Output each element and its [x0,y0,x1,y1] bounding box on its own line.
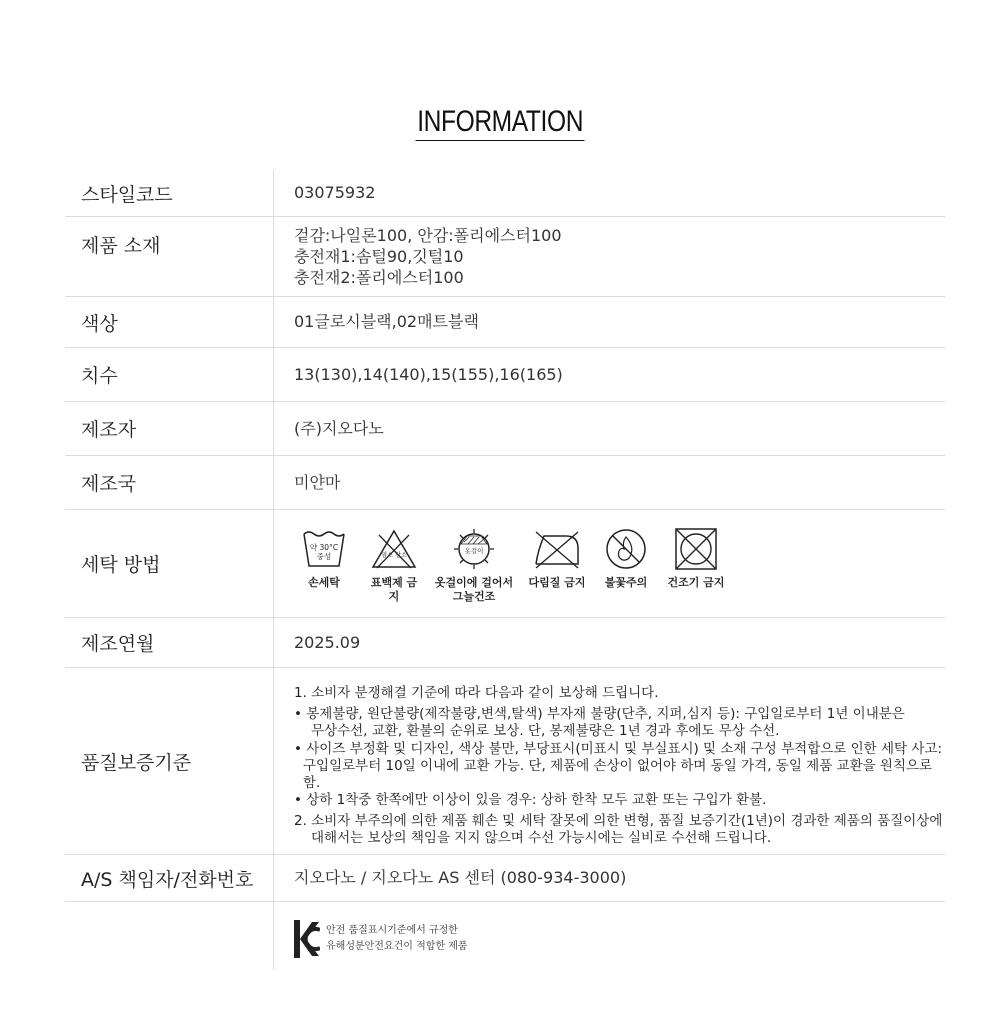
kc-line-1: 안전 품질표시기준에서 규정한 [326,925,458,936]
label-maker: 제조자 [81,419,137,441]
care-item-fire-caution [600,528,652,604]
caption-no-iron: 다림질 금지 [528,576,586,589]
value-as: 지오다노 / 지오다노 AS 센터 (080-934-3000) [294,868,627,887]
quality-item-1: 1. 소비자 분쟁해결 기준에 따라 다음과 같이 보상해 드립니다. [294,685,659,701]
kc-certification [294,920,468,958]
label-material: 제품 소재 [81,235,161,257]
row-as [65,855,945,902]
caption-fire-caution: 불꽃주의 [604,576,648,589]
label-size: 치수 [81,365,118,387]
divider [273,217,274,296]
no-iron-icon [532,528,582,570]
label-quality: 품질보증기준 [81,751,192,774]
caption-hand-wash: 손세탁 [308,576,340,589]
hand-wash-temp: 약 30°C [309,543,339,552]
quality-item-2a: 2. 소비자 부주의에 의한 제품 훼손 및 세탁 잘못에 의한 변형, 품질 보증기간(1년)이 경과한 제품의 품질이상에 [294,813,943,829]
kc-text [326,923,468,955]
page-title: INFORMATION [415,104,584,141]
care-symbols [294,528,740,604]
label-washing: 세탁 방법 [81,554,161,576]
no-tumble-dry-icon [673,528,719,570]
row-washing [65,510,945,618]
care-item-hand-wash [294,528,354,604]
label-color: 색상 [81,312,118,335]
quality-bullet-2b: 구입일로부터 10일 이내에 교환 가능. 단, 제품에 손상이 없어야 하며 동일 가격, 동일 제품 교환을 원칙으로 함. [303,758,933,791]
divider [273,668,274,854]
kc-line-2: 유해성분안전요건이 적합한 제품 [326,941,468,952]
divider [273,855,274,901]
value-size: 13(130),14(140),15(155),16(165) [294,364,563,384]
material-line-3: 충전재2:폴리에스터100 [294,268,464,287]
divider [273,297,274,347]
caption-no-bleach: 표백제 금지 [370,576,418,603]
row-country [65,456,945,510]
quality-bullet-3: • 상하 1착중 한쪽에만 이상이 있을 경우: 상하 한착 모두 교환 또는 구입가 환불. [294,792,767,808]
divider [273,902,274,970]
caption-no-tumble-dry: 건조기 금지 [667,576,725,589]
divider [273,456,274,509]
divider [273,348,274,401]
divider [273,510,274,617]
value-date: 2025.09 [294,632,361,652]
label-date: 제조연월 [81,633,155,655]
hang-dry-shade-icon [451,528,497,570]
fire-caution-icon [603,528,649,570]
row-quality [65,668,945,855]
material-line-1: 겉감:나일론100, 안감:폴리에스터100 [294,226,562,245]
no-bleach-oxygen: 산소 [395,552,407,559]
kc-mark-icon [294,920,320,958]
no-bleach-chlorine: 염소 [381,552,393,559]
value-color: 01글로시블랙,02매트블랙 [294,312,479,331]
quality-bullet-2a: • 사이즈 부정확 및 디자인, 색상 불만, 부당표시(미표시 및 부실표시) 및 소재 구성 부적합으로 인한 세탁 사고: [294,741,943,757]
row-material [65,217,945,297]
row-date [65,618,945,668]
label-style-code: 스타일코드 [81,183,173,206]
row-style-code [65,170,945,217]
care-item-no-tumble-dry [664,528,728,604]
value-style-code: 03075932 [294,183,376,202]
caption-hang-dry: 옷걸이에 걸어서 그늘건조 [434,576,514,603]
row-maker [65,402,945,456]
label-as: A/S 책임자/전화번호 [81,868,254,891]
hang-dry-hanger: 옷걸이 [464,547,484,555]
title-wrap [0,104,1000,141]
care-item-no-iron [526,528,588,604]
row-color [65,297,945,348]
hand-wash-detergent: 중성 [316,552,332,561]
quality-item-2b: 대해서는 보상의 책임을 지지 않으며 수선 가능시에는 실비로 수선해 드립니다. [311,830,772,846]
quality-bullet-1a: • 봉제불량, 원단불량(제작불량,변색,탈색) 부자재 불량(단추, 지퍼,심지 등): 구입일로부터 1년 이내분은 [294,706,905,722]
row-kc [65,902,945,970]
row-size [65,348,945,402]
value-material [294,217,562,296]
divider [273,402,274,455]
hand-wash-icon [301,528,347,570]
quality-text [294,685,945,847]
divider [273,618,274,667]
info-table [65,170,945,970]
material-line-2: 충전재1:솜털90,깃털10 [294,247,464,266]
care-item-hang-dry [434,528,514,604]
no-bleach-icon [371,528,417,570]
care-item-no-bleach [366,528,422,604]
label-country: 제조국 [81,473,137,495]
value-country: 미얀마 [294,472,341,492]
divider [273,170,274,216]
value-maker: (주)지오다노 [294,418,384,438]
quality-bullet-1b: 무상수선, 교환, 환불의 순위로 보상. 단, 봉제불량은 1년 경과 후에도 무상 수선. [311,723,780,739]
